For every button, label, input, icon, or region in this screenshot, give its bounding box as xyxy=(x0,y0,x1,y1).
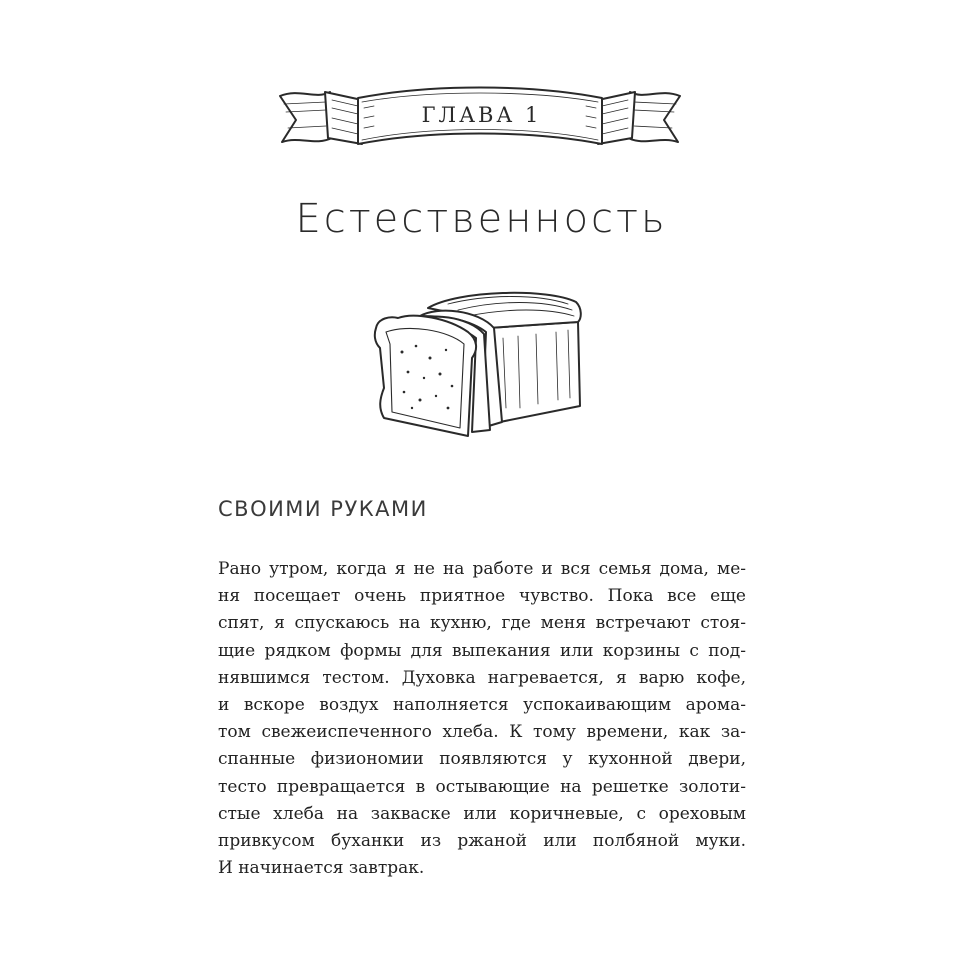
body-paragraph xyxy=(218,556,746,882)
paragraph-line: спят, я спускаюсь на кухню, где меня встречают стоя- xyxy=(218,613,746,634)
paragraph-line: нявшимся тестом. Духовка нагревается, я варю кофе, xyxy=(218,667,746,688)
paragraph-line: Рано утром, когда я не на работе и вся семья дома, ме- xyxy=(218,559,746,579)
paragraph-line: стые хлеба на закваске или коричневые, с ореховым xyxy=(218,803,746,824)
paragraph-line: ня посещает очень приятное чувство. Пока все еще xyxy=(218,586,746,607)
paragraph-line: щие рядком формы для выпекания или корзины с под- xyxy=(218,640,746,661)
paragraph-line: и вскоре воздух наполняется успокаивающим арома- xyxy=(218,694,746,715)
paragraph-line: спанные физиономии появляются у кухонной двери, xyxy=(218,749,746,770)
chapter-number: ГЛАВА 1 xyxy=(421,103,542,127)
bread-loaf-icon xyxy=(368,288,588,448)
paragraph-line: том свежеиспеченного хлеба. К тому времени, как за- xyxy=(218,722,746,743)
chapter-title: Естественность xyxy=(295,196,668,242)
paragraph-line: И начинается завтрак. xyxy=(218,858,425,879)
section-heading: СВОИМИ РУКАМИ xyxy=(218,497,428,521)
paragraph-line: привкусом буханки из ржаной или полбяной муки. xyxy=(218,830,746,851)
paragraph-line: тесто превращается в остывающие на решетке золоти- xyxy=(218,776,746,797)
